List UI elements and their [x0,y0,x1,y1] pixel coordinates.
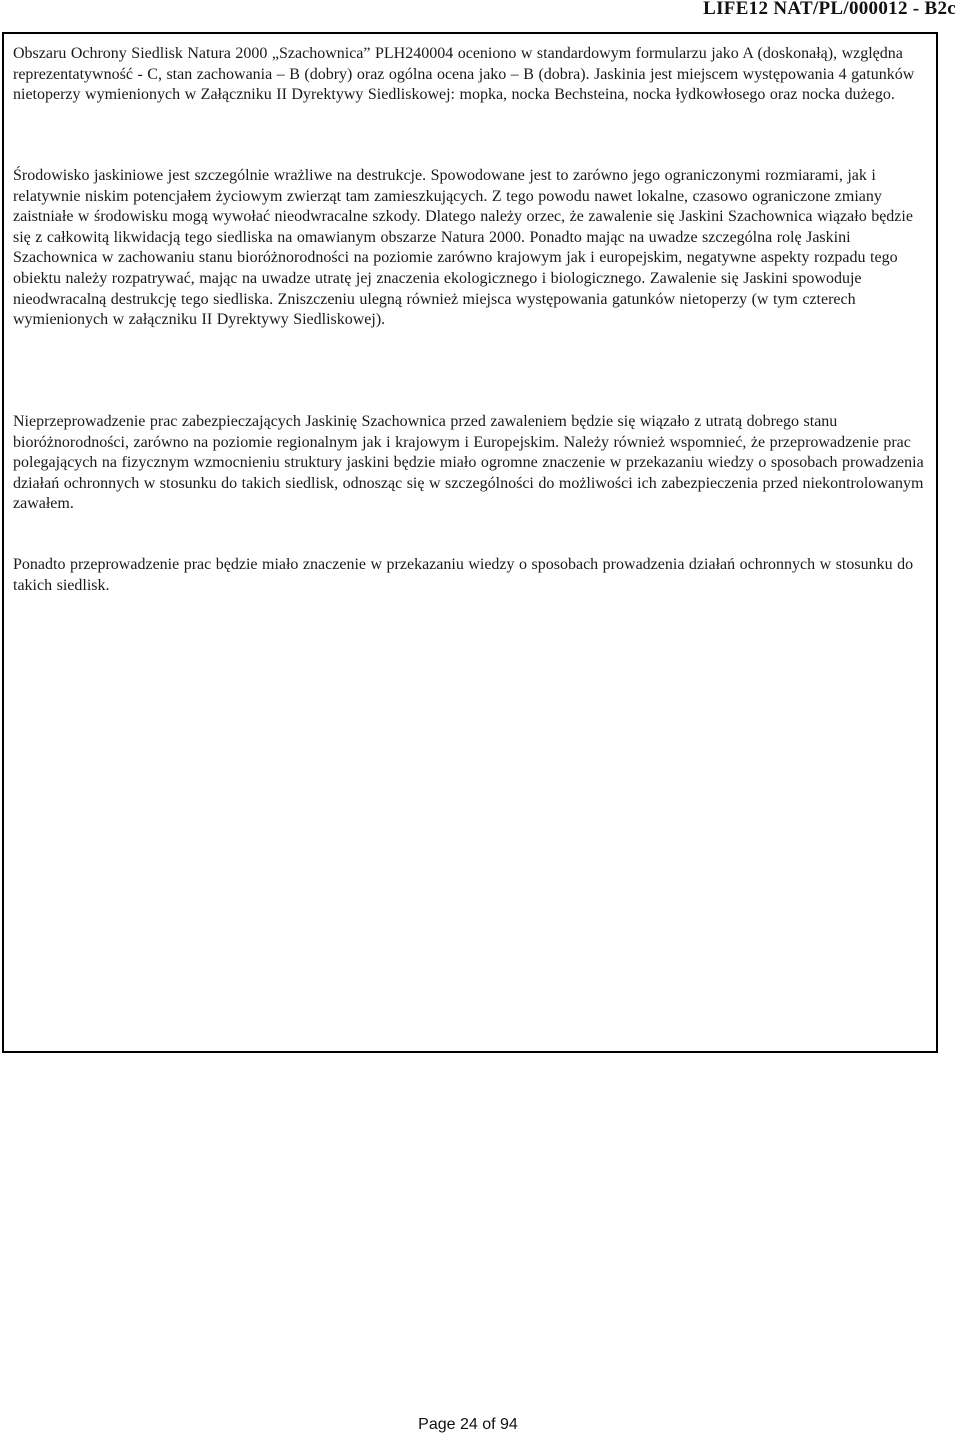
page-number: Page 24 of 94 [418,1416,518,1433]
content-frame [2,32,938,1053]
paragraph-knowledge-transfer: Ponadto przeprowadzenie prac będzie miało znaczenie w przekazaniu wiedzy o sposobach prowadzenia działań ochronnych w stosunku do takich siedlisk. [13,556,914,594]
document-id-header: LIFE12 NAT/PL/000012 - B2c [703,0,956,19]
paragraph-cave-environment: Środowisko jaskiniowe jest szczególnie wrażliwe na destrukcje. Spowodowane jest to zarówno jego ograniczonymi rozmiarami, jak i relatywnie niskim potencjałem życiowym zwierząt tam zamieszkujących. Z tego powodu nawet lokalne, czasowo ograniczone zmiany zaistniałe w środowisku mogą wywołać nieodwracalne szkody. Dlatego należy orzec, że zawalenie się Jaskini Szachownica wiązało będzie się z całkowitą likwidacją tego siedliska na omawianym obszarze Natura 2000. Ponadto mając na uwadze szczególna rolę Jaskini Szachownica w zachowaniu stanu bioróżnorodności na poziomie zarówno krajowym jak i europejskim, negatywne aspekty rozpadu tego obiektu należy rozpatrywać, mając na uwadze utratę jej znaczenia ekologicznego i biologicznego. Zawalenie się Jaskini spowoduje nieodwracalną destrukcję tego siedliska. Zniszczeniu ulegną również miejsca występowania gatunków nietoperzy (w tym czterech wymienionych w załączniku II Dyrektywy Siedliskowej). [13,167,913,329]
paragraph-consequences: Nieprzeprowadzenie prac zabezpieczających Jaskinię Szachownica przed zawaleniem będzie się wiązało z utratą dobrego stanu bioróżnorodności, zarówno na poziomie regionalnym jak i krajowym i Europejskim. Należy również wspomnieć, że przeprowadzenie prac polegających na fizycznym wzmocnieniu struktury jaskini będzie miało ogromne znaczenie w przekazaniu wiedzy o sposobach prowadzenia działań ochronnych w stosunku do takich siedlisk, odnosząc się w szczególności do możliwości ich zabezpieczenia przed niekontrolowanym zawałem. [13,413,924,513]
paragraph-site-assessment: Obszaru Ochrony Siedlisk Natura 2000 „Szachownica” PLH240004 oceniono w standardowym formularzu jako A (doskonałą), względna reprezentatywność - C, stan zachowania – B (dobry) oraz ogólna ocena jako – B (dobra). Jaskinia jest miejscem występowania 4 gatunków nietoperzy wymienionych w Załączniku II Dyrektywy Siedliskowej: mopka, nocka Bechsteina, nocka łydkowłosego oraz nocka dużego. [13,45,915,104]
